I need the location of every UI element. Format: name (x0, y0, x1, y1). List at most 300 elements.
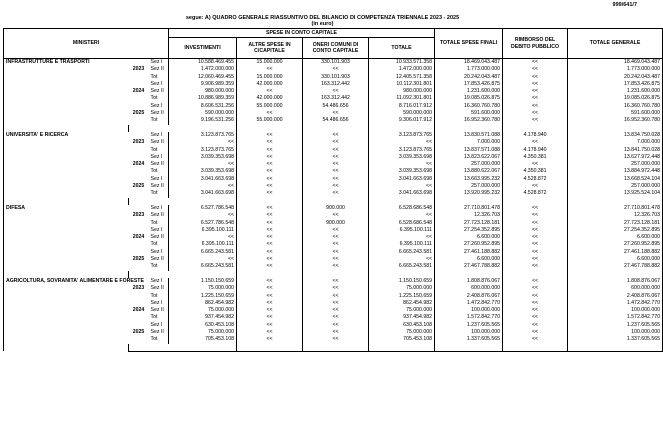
cell-altre-spese: << (237, 241, 303, 248)
cell-totale: 10.112.301.801 (369, 81, 435, 88)
cell-rimborso: << (503, 336, 568, 343)
cell-totale-generale: 18.469.043.487 (568, 59, 663, 67)
cell-oneri-comuni: 163.312.442 (303, 95, 369, 102)
budget-table (3, 28, 663, 352)
cell-totale-generale: 13.834.750.028 (568, 132, 663, 139)
cell-oneri-comuni: << (303, 249, 369, 256)
cell-rimborso: 4.178.940 (503, 147, 568, 154)
header-oneri-comuni: ONERI COMUNI DI CONTO CAPITALE (303, 38, 369, 59)
spacer-cell (369, 344, 435, 352)
section-label: Sez II (150, 234, 164, 241)
cell-rimborso: << (503, 329, 568, 336)
cell-oneri-comuni: << (303, 183, 369, 190)
cell-rimborso: << (503, 161, 568, 168)
cell-oneri-comuni: << (303, 168, 369, 175)
cell-totale-generale: 6.600.000 (568, 234, 663, 241)
cell-rimborso: << (503, 139, 568, 146)
cell-oneri-comuni: 330.101.903 (303, 74, 369, 81)
section-label: Sez II (150, 307, 164, 314)
cell-oneri-comuni: << (303, 300, 369, 307)
cell-totale-generale: 13.668.524.104 (568, 176, 663, 183)
cell-altre-spese: << (237, 329, 303, 336)
cell-totale-spese-finali: 600.000.000 (435, 285, 503, 292)
table-row (4, 278, 663, 285)
cell-altre-spese: << (237, 176, 303, 183)
cell-altre-spese: << (237, 183, 303, 190)
cell-totale: << (369, 256, 435, 263)
cell-totale: 3.039.353.698 (369, 154, 435, 161)
ministry-name: UNIVERSITA' E RICERCA (4, 132, 129, 205)
year-label: 2025 (132, 328, 145, 335)
cell-totale: 3.039.353.698 (369, 168, 435, 175)
cell-rimborso: << (503, 95, 568, 102)
section-label: Sez I (150, 153, 163, 160)
cell-totale-spese-finali: 1.337.605.565 (435, 336, 503, 343)
cell-oneri-comuni: 900.000 (303, 220, 369, 227)
spacer-cell (237, 198, 303, 205)
cell-investimenti: 75.000.000 (169, 285, 237, 292)
header-altre-spese: ALTRE SPESE IN C/CAPITALE (237, 38, 303, 59)
section-label: Tot (150, 314, 158, 321)
header-totale-generale: TOTALE GENERALE (568, 29, 663, 59)
cell-oneri-comuni: << (303, 314, 369, 321)
cell-investimenti: 12.060.469.455 (169, 74, 237, 81)
cell-totale-generale: 27.254.352.895 (568, 227, 663, 234)
section-label: Tot (150, 292, 158, 299)
spacer-cell (303, 125, 369, 132)
cell-totale: << (369, 234, 435, 241)
cell-totale: 11.092.301.801 (369, 95, 435, 102)
cell-rimborso: << (503, 205, 568, 212)
section-label: Sez II (150, 183, 164, 190)
cell-totale: << (369, 183, 435, 190)
section-label: Tot (150, 241, 158, 248)
cell-altre-spese: << (237, 263, 303, 270)
year-label: 2024 (132, 307, 145, 314)
cell-oneri-comuni: << (303, 212, 369, 219)
section-label: Tot (150, 73, 158, 80)
cell-oneri-comuni: 54.486.656 (303, 103, 369, 110)
cell-totale-generale: 1.337.605.565 (568, 336, 663, 343)
cell-totale: 9.306.017.912 (369, 117, 435, 124)
cell-oneri-comuni: << (303, 139, 369, 146)
cell-rimborso: 4.528.872 (503, 176, 568, 183)
spacer-cell (369, 125, 435, 132)
cell-investimenti: 9.196.531.256 (169, 117, 237, 124)
cell-rimborso: << (503, 293, 568, 300)
section-label: Sez II (150, 212, 164, 219)
cell-totale: 3.123.873.765 (369, 147, 435, 154)
cell-rimborso: << (503, 249, 568, 256)
cell-totale-spese-finali: 18.469.043.487 (435, 59, 503, 67)
section-label: Tot (150, 117, 158, 124)
cell-investimenti: 3.041.663.698 (169, 176, 237, 183)
cell-totale-spese-finali: 1.472.842.770 (435, 300, 503, 307)
cell-altre-spese: 55.000.000 (237, 117, 303, 124)
cell-altre-spese: << (237, 161, 303, 168)
cell-altre-spese: 15.000.000 (237, 59, 303, 67)
cell-altre-spese: << (237, 307, 303, 314)
cell-totale: 1.472.000.000 (369, 66, 435, 73)
cell-investimenti: 862.454.982 (169, 300, 237, 307)
cell-totale: 980.000.000 (369, 88, 435, 95)
year-label: 2024 (132, 161, 145, 168)
cell-altre-spese: << (237, 322, 303, 329)
cell-totale: 705.453.108 (369, 336, 435, 343)
section-label: Sez II (150, 285, 164, 292)
cell-totale-generale: 27.467.788.882 (568, 263, 663, 270)
cell-altre-spese: << (237, 220, 303, 227)
cell-oneri-comuni: << (303, 176, 369, 183)
cell-totale-generale: 16.952.360.780 (568, 117, 663, 124)
spacer-cell (237, 344, 303, 352)
cell-totale-spese-finali: 27.467.788.882 (435, 263, 503, 270)
section-label: Tot (150, 168, 158, 175)
header-ministeri: MINISTERI (4, 29, 169, 59)
cell-investimenti: 3.123.873.765 (169, 132, 237, 139)
spacer-cell (237, 271, 303, 278)
cell-altre-spese: 42.000.000 (237, 81, 303, 88)
spacer-cell (369, 198, 435, 205)
cell-oneri-comuni: << (303, 190, 369, 197)
cell-oneri-comuni: 330.101.903 (303, 59, 369, 67)
cell-investimenti: 3.039.353.698 (169, 168, 237, 175)
cell-oneri-comuni: << (303, 278, 369, 285)
cell-totale-generale: 6.600.000 (568, 256, 663, 263)
cell-totale: 937.454.982 (369, 314, 435, 321)
cell-totale-generale: 16.360.760.780 (568, 103, 663, 110)
cell-totale-spese-finali: 100.000.000 (435, 307, 503, 314)
header-investimenti: INVESTIMENTI (169, 38, 237, 59)
cell-totale-generale: 100.000.000 (568, 329, 663, 336)
cell-rimborso: 4.528.872 (503, 190, 568, 197)
section-label: Sez II (150, 88, 164, 95)
cell-totale-spese-finali: 16.952.360.780 (435, 117, 503, 124)
table-row (4, 205, 663, 212)
table-row (4, 59, 663, 67)
cell-oneri-comuni: 54.486.656 (303, 117, 369, 124)
cell-totale-generale: 7.000.000 (568, 139, 663, 146)
cell-oneri-comuni: 900.000 (303, 205, 369, 212)
cell-investimenti: 6.527.786.548 (169, 220, 237, 227)
cell-oneri-comuni: << (303, 132, 369, 139)
cell-totale-spese-finali: 19.085.026.875 (435, 95, 503, 102)
page-number: 999/641/7 (612, 2, 637, 8)
cell-rimborso: << (503, 183, 568, 190)
cell-totale: 3.041.663.698 (369, 176, 435, 183)
cell-altre-spese: << (237, 285, 303, 292)
cell-totale-generale: 13.627.972.448 (568, 154, 663, 161)
cell-totale-spese-finali: 20.242.043.487 (435, 74, 503, 81)
section-label: Sez I (150, 59, 163, 65)
cell-investimenti: 6.395.100.111 (169, 227, 237, 234)
spacer-cell (303, 344, 369, 352)
cell-rimborso: << (503, 278, 568, 285)
cell-totale-generale: 17.853.426.875 (568, 81, 663, 88)
cell-totale-generale: 600.000.000 (568, 285, 663, 292)
title-line-1: segue: A) QUADRO GENERALE RIASSUNTIVO DEL BILANCIO DI COMPETENZA TRIENNALE 2023 - 2025 (185, 15, 460, 21)
cell-rimborso: << (503, 74, 568, 81)
section-label: Sez I (150, 226, 163, 233)
cell-rimborso: << (503, 103, 568, 110)
cell-altre-spese: << (237, 66, 303, 73)
cell-totale-spese-finali: 13.830.571.088 (435, 132, 503, 139)
cell-investimenti: 1.225.150.659 (169, 293, 237, 300)
cell-totale: 1.150.150.659 (369, 278, 435, 285)
cell-investimenti: << (169, 256, 237, 263)
cell-oneri-comuni: << (303, 322, 369, 329)
cell-totale-spese-finali: 1.773.000.000 (435, 66, 503, 73)
section-label: Sez I (150, 102, 163, 109)
cell-totale-generale: 1.808.876.067 (568, 278, 663, 285)
year-label: 2023 (132, 285, 145, 292)
section-label: Sez I (150, 321, 163, 328)
cell-investimenti: 10.886.989.359 (169, 95, 237, 102)
cell-totale: 6.665.243.581 (369, 249, 435, 256)
cell-altre-spese: << (237, 205, 303, 212)
cell-totale: 6.395.100.111 (369, 227, 435, 234)
cell-altre-spese: << (237, 110, 303, 117)
cell-investimenti: 75.000.000 (169, 329, 237, 336)
cell-altre-spese: << (237, 278, 303, 285)
section-label: Sez I (150, 175, 163, 182)
cell-totale: 590.000.000 (369, 110, 435, 117)
cell-totale-generale: 257.000.000 (568, 161, 663, 168)
cell-investimenti: 10.588.469.455 (169, 59, 237, 67)
cell-totale-spese-finali: 257.000.000 (435, 183, 503, 190)
cell-totale: 862.454.982 (369, 300, 435, 307)
cell-totale: 6.395.100.111 (369, 241, 435, 248)
cell-totale-generale: 12.326.703 (568, 212, 663, 219)
year-label: 2023 (132, 66, 145, 73)
spacer-cell (568, 271, 663, 278)
cell-totale-spese-finali: 6.600.000 (435, 256, 503, 263)
cell-totale-generale: 1.237.605.565 (568, 322, 663, 329)
cell-totale: 75.000.000 (369, 329, 435, 336)
cell-totale: 8.716.017.912 (369, 103, 435, 110)
cell-altre-spese: << (237, 132, 303, 139)
cell-totale-generale: 13.925.524.104 (568, 190, 663, 197)
ministry-name: INFRASTRUTTURE E TRASPORTI (4, 59, 129, 132)
spacer-cell (503, 198, 568, 205)
cell-investimenti: 590.000.000 (169, 110, 237, 117)
cell-totale-spese-finali: 257.000.000 (435, 161, 503, 168)
section-label: Tot (150, 219, 158, 226)
title-line-2: (in euro) (311, 21, 334, 27)
spacer-cell (568, 198, 663, 205)
cell-totale-generale: 591.600.000 (568, 110, 663, 117)
ministry-name: AGRICOLTURA, SOVRANITA' ALIMENTARE E FORESTE (4, 278, 129, 351)
spacer-cell (129, 125, 237, 132)
cell-rimborso: 4.350.381 (503, 168, 568, 175)
cell-totale-spese-finali: 1.231.600.000 (435, 88, 503, 95)
cell-rimborso: 4.350.381 (503, 154, 568, 161)
cell-investimenti: 6.665.243.581 (169, 263, 237, 270)
cell-altre-spese: << (237, 256, 303, 263)
section-label: Sez II (150, 139, 164, 146)
cell-investimenti: 1.472.000.000 (169, 66, 237, 73)
spacer-cell (435, 344, 503, 352)
cell-totale-spese-finali: 27.710.801.478 (435, 205, 503, 212)
cell-totale: 3.123.873.765 (369, 132, 435, 139)
cell-rimborso: 4.178.940 (503, 132, 568, 139)
section-label: Sez II (150, 161, 164, 168)
cell-totale-generale: 20.242.043.487 (568, 74, 663, 81)
cell-altre-spese: << (237, 314, 303, 321)
cell-investimenti: << (169, 212, 237, 219)
cell-oneri-comuni: << (303, 256, 369, 263)
section-label: Tot (150, 190, 158, 197)
cell-oneri-comuni: << (303, 227, 369, 234)
cell-investimenti: << (169, 234, 237, 241)
table-body (4, 59, 663, 352)
header-totale: TOTALE (369, 38, 435, 59)
cell-totale-spese-finali: 27.260.952.895 (435, 241, 503, 248)
cell-oneri-comuni: << (303, 110, 369, 117)
section-label: Tot (150, 95, 158, 102)
cell-totale: << (369, 139, 435, 146)
section-label: Sez I (150, 131, 163, 138)
cell-investimenti: 3.041.663.698 (169, 190, 237, 197)
cell-totale-spese-finali: 7.000.000 (435, 139, 503, 146)
cell-totale-spese-finali: 27.254.352.895 (435, 227, 503, 234)
cell-investimenti: 6.395.100.111 (169, 241, 237, 248)
cell-altre-spese: 42.000.000 (237, 95, 303, 102)
cell-totale-spese-finali: 6.600.000 (435, 234, 503, 241)
cell-totale-spese-finali: 100.000.000 (435, 329, 503, 336)
cell-totale-generale: 257.000.000 (568, 183, 663, 190)
cell-totale-generale: 2.408.876.067 (568, 293, 663, 300)
cell-rimborso: << (503, 81, 568, 88)
section-label: Sez I (150, 299, 163, 306)
section-label: Sez I (150, 277, 163, 284)
cell-oneri-comuni: << (303, 336, 369, 343)
cell-rimborso: << (503, 59, 568, 67)
cell-totale: 1.225.150.659 (369, 293, 435, 300)
cell-investimenti: 980.000.000 (169, 88, 237, 95)
cell-totale-spese-finali: 13.920.995.232 (435, 190, 503, 197)
cell-investimenti: << (169, 161, 237, 168)
spacer-cell (503, 125, 568, 132)
cell-rimborso: << (503, 322, 568, 329)
cell-investimenti: 3.039.353.698 (169, 154, 237, 161)
cell-totale-spese-finali: 13.880.622.067 (435, 168, 503, 175)
table-row (4, 132, 663, 139)
cell-totale-generale: 1.231.600.000 (568, 88, 663, 95)
cell-altre-spese: << (237, 154, 303, 161)
year-label: 2025 (132, 110, 145, 117)
cell-rimborso: << (503, 88, 568, 95)
spacer-cell (129, 344, 237, 352)
cell-totale: 75.000.000 (369, 285, 435, 292)
section-label: Sez I (150, 248, 163, 255)
cell-rimborso: << (503, 234, 568, 241)
spacer-cell (303, 271, 369, 278)
cell-totale-spese-finali: 13.837.571.088 (435, 147, 503, 154)
year-label: 2025 (132, 183, 145, 190)
cell-totale: 6.528.686.548 (369, 205, 435, 212)
cell-altre-spese: << (237, 227, 303, 234)
header-totale-spese-finali: TOTALE SPESE FINALI (435, 29, 503, 59)
spacer-cell (129, 271, 237, 278)
section-label: Sez II (150, 256, 164, 263)
cell-totale-generale: 1.472.842.770 (568, 300, 663, 307)
year-label: 2025 (132, 256, 145, 263)
spacer-cell (568, 125, 663, 132)
cell-oneri-comuni: << (303, 154, 369, 161)
cell-totale-spese-finali: 2.408.876.067 (435, 293, 503, 300)
cell-totale: 10.933.571.358 (369, 59, 435, 67)
section-label: Tot (150, 263, 158, 270)
ministry-name: DIFESA (4, 205, 129, 278)
cell-totale-spese-finali: 27.723.128.181 (435, 220, 503, 227)
cell-oneri-comuni: << (303, 241, 369, 248)
cell-totale-spese-finali: 13.663.995.232 (435, 176, 503, 183)
section-label: Sez I (150, 80, 163, 87)
cell-oneri-comuni: 163.312.442 (303, 81, 369, 88)
spacer-cell (303, 198, 369, 205)
cell-altre-spese: << (237, 212, 303, 219)
cell-oneri-comuni: << (303, 161, 369, 168)
cell-investimenti: 937.454.982 (169, 314, 237, 321)
cell-totale: 75.000.000 (369, 307, 435, 314)
cell-investimenti: 9.906.989.359 (169, 81, 237, 88)
cell-totale-spese-finali: 12.326.703 (435, 212, 503, 219)
cell-totale-generale: 1.572.842.770 (568, 314, 663, 321)
cell-altre-spese: << (237, 168, 303, 175)
cell-totale-generale: 1.773.000.000 (568, 66, 663, 73)
cell-oneri-comuni: << (303, 66, 369, 73)
cell-altre-spese: << (237, 139, 303, 146)
cell-totale: 3.041.663.698 (369, 190, 435, 197)
cell-altre-spese: 55.000.000 (237, 103, 303, 110)
section-label: Sez II (150, 110, 164, 117)
spacer-cell (503, 271, 568, 278)
cell-rimborso: << (503, 117, 568, 124)
cell-totale-spese-finali: 16.360.760.780 (435, 103, 503, 110)
cell-totale: 12.405.571.358 (369, 74, 435, 81)
year-label: 2024 (132, 234, 145, 241)
cell-rimborso: << (503, 307, 568, 314)
cell-totale: 630.453.108 (369, 322, 435, 329)
cell-oneri-comuni: << (303, 263, 369, 270)
cell-rimborso: << (503, 227, 568, 234)
cell-totale-spese-finali: 17.853.426.875 (435, 81, 503, 88)
cell-totale-spese-finali: 27.461.188.882 (435, 249, 503, 256)
section-label: Tot (150, 146, 158, 153)
cell-rimborso: << (503, 285, 568, 292)
year-label: 2023 (132, 139, 145, 146)
cell-investimenti: 1.150.150.659 (169, 278, 237, 285)
cell-altre-spese: 15.000.000 (237, 74, 303, 81)
cell-totale: 6.665.243.581 (369, 263, 435, 270)
cell-totale-spese-finali: 13.823.622.067 (435, 154, 503, 161)
cell-altre-spese: << (237, 234, 303, 241)
cell-oneri-comuni: << (303, 147, 369, 154)
spacer-cell (369, 271, 435, 278)
cell-investimenti: << (169, 139, 237, 146)
cell-totale: << (369, 161, 435, 168)
spacer-cell (435, 198, 503, 205)
cell-rimborso: << (503, 300, 568, 307)
spacer-cell (568, 344, 663, 352)
cell-oneri-comuni: << (303, 307, 369, 314)
cell-totale-spese-finali: 1.237.605.565 (435, 322, 503, 329)
cell-totale-spese-finali: 591.600.000 (435, 110, 503, 117)
cell-rimborso: << (503, 110, 568, 117)
cell-altre-spese: << (237, 147, 303, 154)
cell-investimenti: 3.123.873.765 (169, 147, 237, 154)
